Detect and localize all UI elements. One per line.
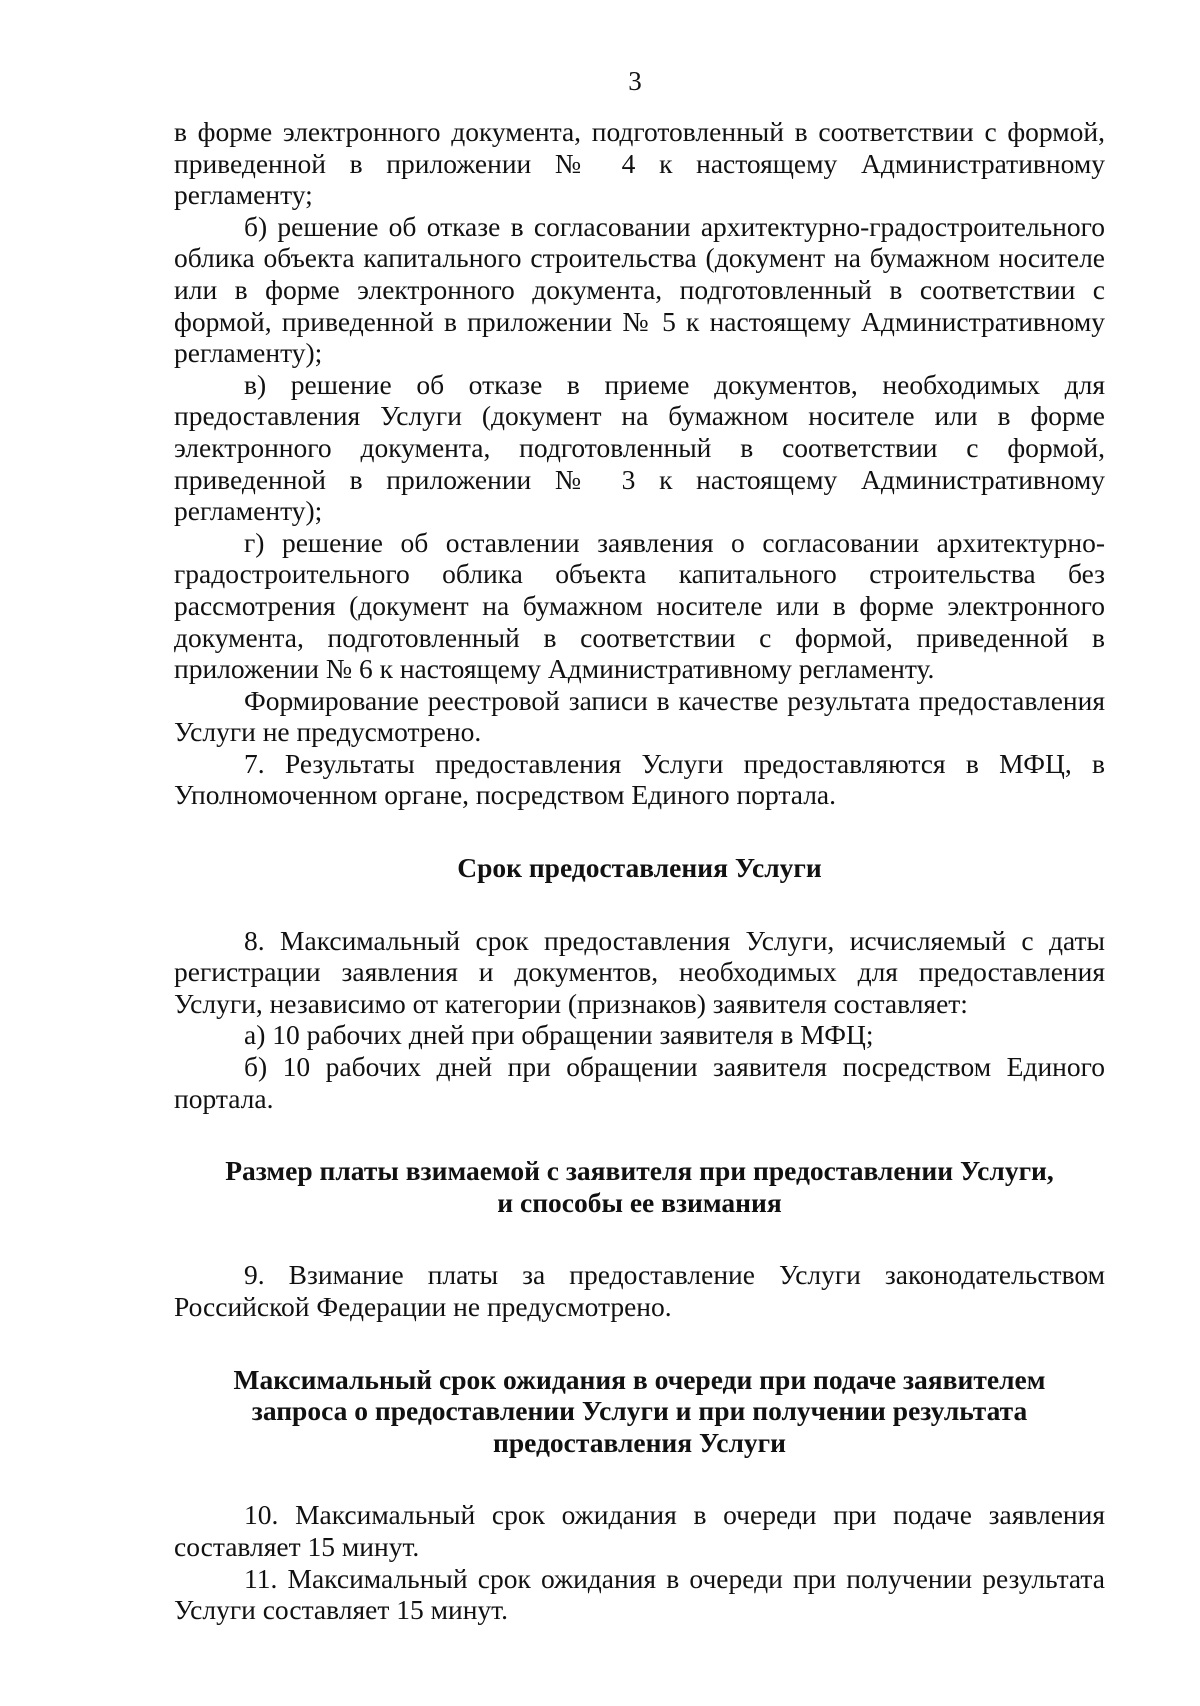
- document-body: [174, 116, 1105, 1626]
- paragraph-10-queue-submit: 10. Максимальный срок ожидания в очереди при подаче заявления составляет 15 минут.: [174, 1499, 1105, 1562]
- heading-queue-line-3: предоставления Услуги: [493, 1426, 786, 1458]
- paragraph-leaving-without-consideration: г) решение об оставлении заявления о согласовании архитектурно-градостроительного облика объекта капитального строительства без рассмотрения (документ на бумажном носителе или в форме электронного документа, подготовленный в соответствии с формой, приведенной в приложении № 6 к настоящему Административному регламенту.: [174, 526, 1105, 685]
- heading-service-term: Срок предоставления Услуги: [457, 852, 822, 884]
- paragraph-registry-record: Формирование реестровой записи в качестве результата предоставления Услуги не предусмотрено.: [174, 684, 1105, 748]
- paragraph-8-max-term: 8. Максимальный срок предоставления Услуги, исчисляемый с даты регистрации заявления и документов, необходимых для предоставления Услуги, независимо от категории (признаков) заявителя составляет:: [174, 924, 1105, 1019]
- paragraph-refusal-approval: б) решение об отказе в согласовании архитектурно-градостроительного облика объекта капитального строительства (документ на бумажном носителе или в форме электронного документа, подготовленный в соответствии с формой, приведенной в приложении № 5 к настоящему Административному регламенту);: [174, 210, 1105, 369]
- heading-queue-line-2: запроса о предоставлении Услуги и при получении результата: [251, 1395, 1028, 1427]
- paragraph-8b-portal: б) 10 рабочих дней при обращении заявителя посредством Единого портала.: [174, 1051, 1105, 1114]
- heading-fee: [174, 1155, 1105, 1218]
- paragraph-7-results-delivery: 7. Результаты предоставления Услуги предоставляются в МФЦ, в Уполномоченном органе, посредством Единого портала.: [174, 747, 1105, 811]
- heading-queue-line-1: Максимальный срок ожидания в очереди при подаче заявителем: [233, 1363, 1046, 1395]
- paragraph-9-fee: 9. Взимание платы за предоставление Услуги законодательством Российской Федерации не предусмотрено.: [174, 1259, 1105, 1322]
- heading-fee-line-2: и способы ее взимания: [497, 1186, 782, 1218]
- heading-queue-wait: [174, 1364, 1105, 1459]
- heading-fee-line-1: Размер платы взимаемой с заявителя при предоставлении Услуги,: [225, 1155, 1054, 1187]
- page-number: 3: [628, 66, 642, 96]
- paragraph-refusal-acceptance: в) решение об отказе в приеме документов, необходимых для предоставления Услуги (документ на бумажном носителе или в форме электронного документа, подготовленный в соответствии с формой, приведенной в приложении № 3 к настоящему Административному регламенту);: [174, 368, 1105, 527]
- paragraph-11-queue-receive: 11. Максимальный срок ожидания в очереди при получении результата Услуги составляет 15 минут.: [174, 1562, 1105, 1626]
- paragraph-result-form: в форме электронного документа, подготовленный в соответствии с формой, приведенной в приложении № 4 к настоящему Административному регламенту;: [174, 116, 1105, 211]
- paragraph-8a-mfc: а) 10 рабочих дней при обращении заявителя в МФЦ;: [244, 1019, 874, 1051]
